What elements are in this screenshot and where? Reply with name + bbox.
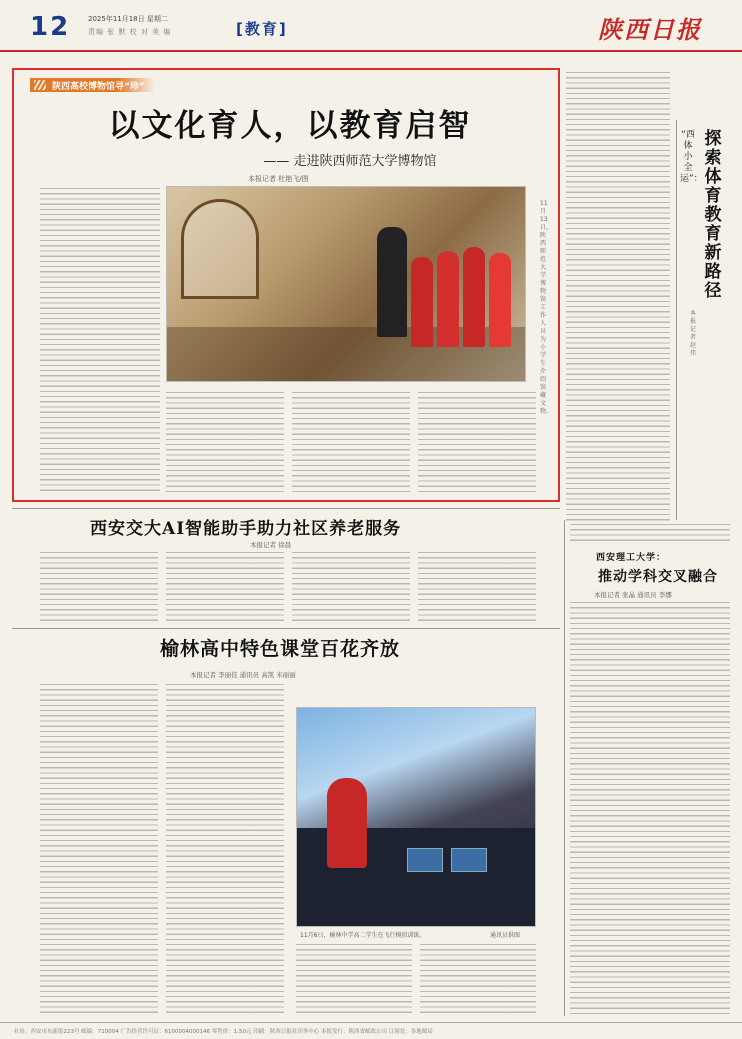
featured-subheadline: —— 走进陕西师范大学博物馆 xyxy=(263,154,437,169)
featured-headline: 以文化育人，以教育启智 xyxy=(108,108,472,144)
article3-byline: 本报记者 李丽佳 通讯员 高凯 米丽丽 xyxy=(190,671,296,679)
section-rule xyxy=(12,508,560,509)
article-text-block xyxy=(296,944,412,1014)
article-text-block xyxy=(292,552,410,624)
instrument-screen xyxy=(451,848,487,872)
article-text-block xyxy=(166,552,284,624)
column-rule xyxy=(564,520,565,1016)
sidebar-headline: 探索体育教育新路径 xyxy=(704,129,722,301)
article3-headline: 榆林高中特色课堂百花齐放 xyxy=(160,638,401,660)
series-label-text: 陕西高校博物馆寻“珍” xyxy=(52,82,145,92)
student-figure xyxy=(489,253,511,347)
article-text-block xyxy=(40,552,158,624)
article-text-block xyxy=(418,392,536,492)
article-text-block xyxy=(570,524,730,544)
article-text-block xyxy=(570,602,730,1014)
article-text-block xyxy=(40,188,160,492)
student-figure xyxy=(437,251,459,347)
section-tag: [教育] xyxy=(236,20,288,38)
article4-byline: 本报记者 张晶 通讯员 李娜 xyxy=(594,591,672,599)
stripe-icon xyxy=(34,80,46,90)
article-text-block xyxy=(40,684,158,1014)
instrument-screen xyxy=(407,848,443,872)
article4-headline: 推动学科交叉融合 xyxy=(598,569,718,585)
newspaper-logo: 陕西日报 xyxy=(598,15,702,44)
editor-credits: 责编 张 默 校 对 美 编 xyxy=(88,28,172,36)
article2-headline: 西安交大AI智能助手助力社区养老服务 xyxy=(90,519,402,539)
sidebar-quote-head: “西体小全运”： xyxy=(680,130,703,184)
issue-date: 2025年11月18日 星期二 xyxy=(88,15,168,23)
article2-byline: 本报记者 徐晨 xyxy=(250,541,292,549)
page-masthead xyxy=(0,0,742,52)
student-figure xyxy=(411,257,433,347)
display-cabinet xyxy=(181,199,259,299)
article-text-block xyxy=(166,684,284,1014)
article-text-block xyxy=(292,392,410,492)
article-text-block xyxy=(420,944,536,1014)
museum-photo xyxy=(166,186,526,382)
guide-figure xyxy=(377,227,407,337)
cockpit-photo-credit: 通讯员供图 xyxy=(490,932,521,939)
article-text-block xyxy=(418,552,536,624)
page-footer: 社址：西安市东新街223号 邮编：710004 广告经营许可证：6100004000146 零售价：1.50元 印刷：陕西日报社印务中心 本报发行：陕西省邮政公司 订阅处：各地邮局 xyxy=(0,1022,742,1039)
sidebar-rule xyxy=(676,120,677,520)
article-text-block xyxy=(566,72,670,522)
featured-byline: 本报记者 杜艳飞/图 xyxy=(248,175,309,183)
article-text-block xyxy=(166,392,284,492)
museum-photo-caption: 11月13日，陕西师范大学博物馆工作人员为小学生介绍馆藏文物。 xyxy=(540,200,553,415)
cockpit-photo xyxy=(296,707,536,927)
sidebar-byline: 本报记者 赵伟 xyxy=(690,310,697,357)
page-number: 12 xyxy=(30,12,71,42)
student-figure xyxy=(327,778,367,868)
series-label xyxy=(30,78,155,92)
article4-kicker: 西安理工大学： xyxy=(596,553,667,563)
student-figure xyxy=(463,247,485,347)
section-rule xyxy=(12,628,560,629)
cockpit-photo-caption: 11月6日，榆林中学高二学生在飞行模拟训练。 xyxy=(300,932,426,939)
